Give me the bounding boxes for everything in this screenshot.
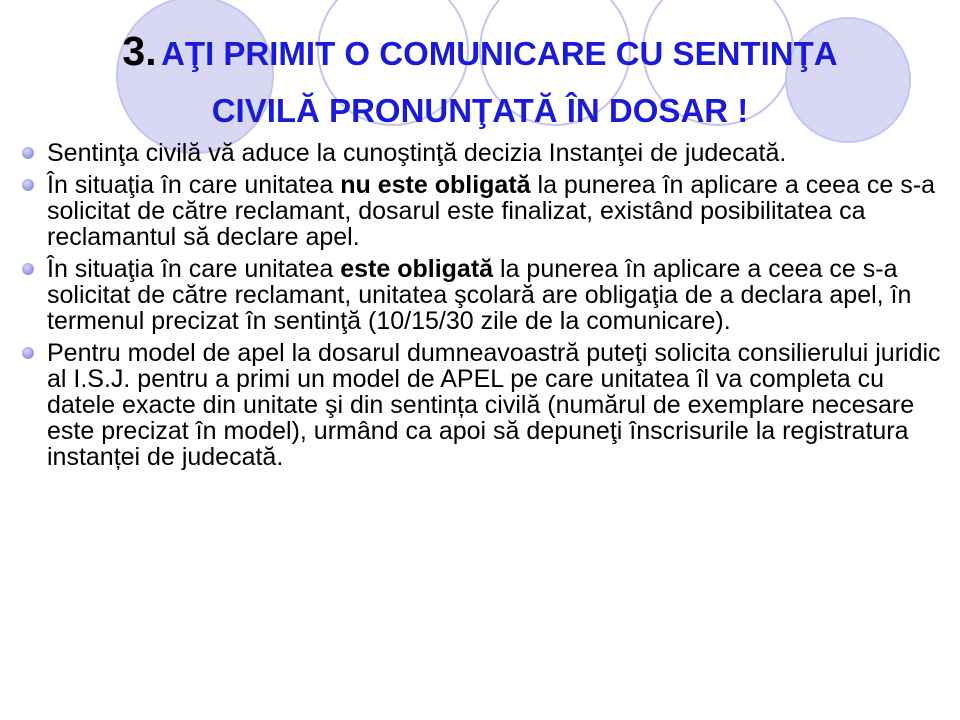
bullet-text-before: În situaţia în care unitatea (47, 255, 341, 283)
bullet-dot-icon (22, 179, 34, 191)
bullet-text-before: În situaţia în care unitatea (47, 171, 341, 199)
bullet-list (20, 140, 950, 476)
bullet-item (20, 340, 950, 470)
bullet-dot-icon (22, 147, 34, 159)
bullet-item (20, 256, 950, 334)
title-line-1: AŢI PRIMIT O COMUNICARE CU SENTINŢA (161, 35, 838, 72)
bullet-dot-icon (22, 263, 34, 275)
bullet-text-bold: este obligată (340, 255, 494, 283)
bullet-item (20, 140, 950, 166)
bullet-text: Pentru model de apel la dosarul dumneavoastră puteţi solicita consilierului juridic al I.S.J. pentru a primi un model de APEL pe care unitatea îl va completa cu datele exacte din unitate şi din sentința civilă (numărul de exemplare necesare este precizat în model), urmând ca apoi să depuneţi înscrisurile la registratura instanței de judecată. (47, 339, 941, 471)
bullet-text-bold: nu este obligată (340, 171, 531, 199)
title-line-2: CIVILĂ PRONUNŢATĂ ÎN DOSAR ! (211, 92, 749, 129)
title-number: 3. (122, 28, 157, 74)
bullet-item (20, 172, 950, 250)
bullet-text-after: la punerea în aplicare a ceea ce s-a solicitat de către reclamant, unitatea şcolară are obligaţia de a declara apel, în termenul precizat în sentinţă (10/15/30 zile de la comunicare). (47, 255, 912, 335)
slide-title (40, 26, 920, 143)
bullet-text: Sentinţa civilă vă aduce la cunoştinţă decizia Instanţei de judecată. (47, 139, 787, 167)
bullet-text-after: la punerea în aplicare a ceea ce s-a solicitat de către reclamant, dosarul este finalizat, existând posibilitatea ca reclamantul să declare apel. (47, 171, 935, 251)
bullet-dot-icon (22, 347, 34, 359)
